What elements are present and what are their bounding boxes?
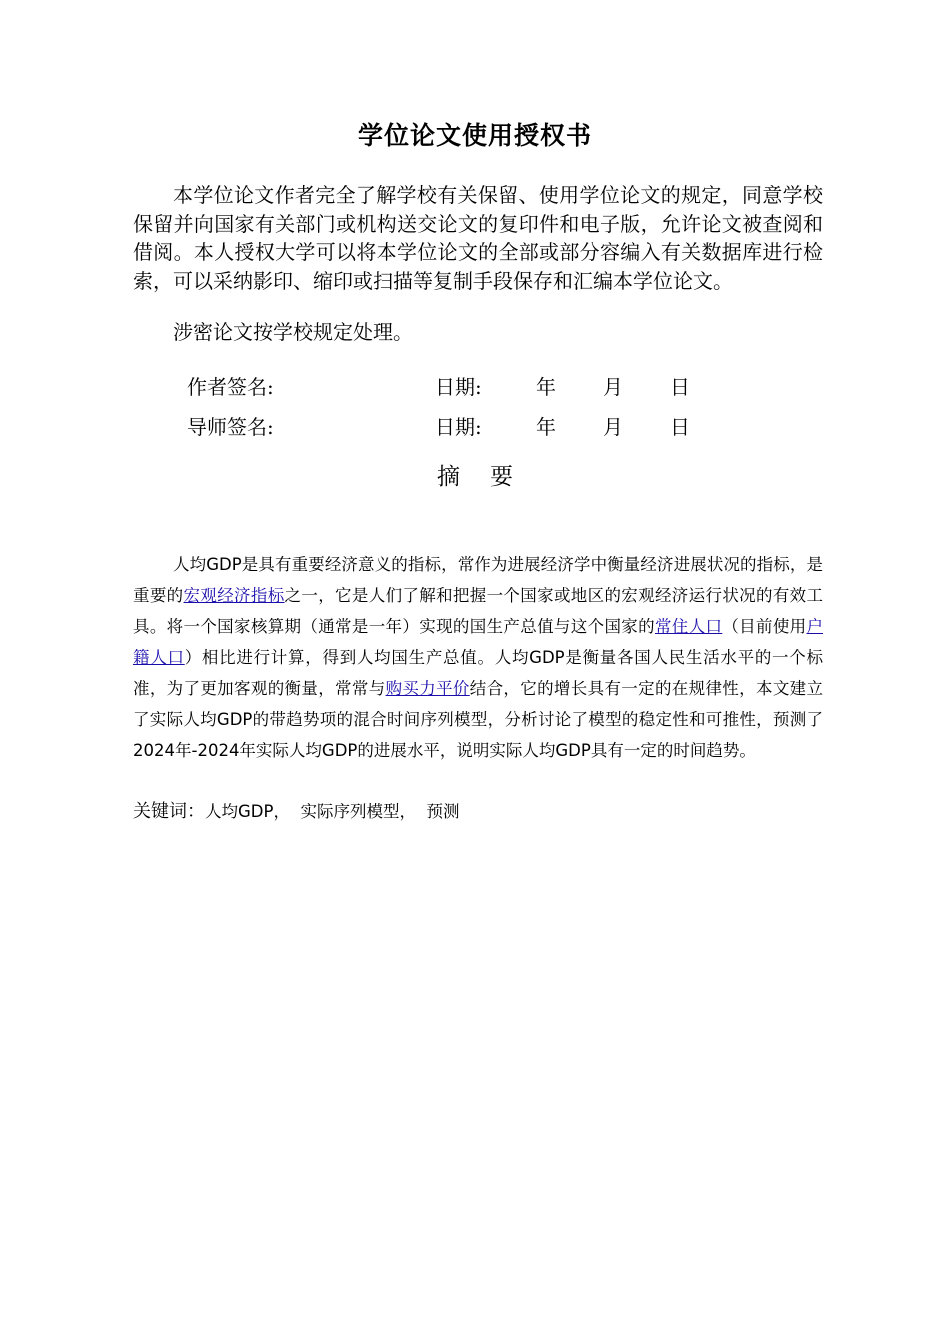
author-date-day: 日	[670, 375, 690, 399]
author-signature-label: 作者签名:	[187, 375, 274, 399]
link-macro-economic-indicator[interactable]: 宏观经济指标	[183, 586, 285, 605]
abstract-text: 之一，它是人们了解和把握一个国家或地区的宏观经济运行状况的有效工具。将一个国家核算期（通常是一年）实现的国生产总值与这个国家的	[133, 586, 824, 636]
abstract-text: （目前使用	[722, 617, 807, 636]
abstract-title	[0, 460, 950, 494]
author-date-month: 月	[603, 375, 623, 399]
keywords-label: 关键词：	[133, 801, 205, 822]
abstract-title-part-2: 要	[490, 464, 513, 490]
authorization-title: 学位论文使用授权书	[357, 121, 592, 150]
keyword-item: 人均GDP，	[205, 802, 290, 821]
advisor-date-year: 年	[536, 415, 556, 439]
abstract-text: ）相比进行计算，得到人均国生产总值。人均GDP是衡量各国人民生活水平的一个标准，为了更加客观的衡量，常常与	[133, 648, 824, 698]
keyword-item: 预测	[426, 802, 460, 821]
keywords-line	[133, 797, 823, 827]
link-purchasing-power-parity[interactable]: 购买力平价	[385, 679, 470, 698]
link-resident-population[interactable]: 常住人口	[654, 617, 723, 636]
advisor-date-label: 日期:	[435, 415, 482, 439]
link-registered-population[interactable]: 户籍人口	[133, 617, 824, 667]
author-date-label: 日期:	[435, 375, 482, 399]
author-date-year: 年	[536, 375, 556, 399]
confidential-note: 涉密论文按学校规定处理。	[173, 320, 413, 344]
advisor-signature-label: 导师签名:	[187, 415, 274, 439]
abstract-title-part-1: 摘	[437, 464, 460, 490]
advisor-date-month: 月	[603, 415, 623, 439]
abstract-paragraph	[133, 549, 823, 766]
author-signature-row	[0, 372, 950, 402]
abstract-text: 结合，它的增长具有一定的在规律性，本文建立了实际人均GDP的带趋势项的混合时间序列模型，分析讨论了模型的稳定性和可推性，预测了2024年-2024年实际人均GDP的进展水平，说明实际人均GDP具有一定的时间趋势。	[133, 679, 824, 760]
abstract-text: 人均GDP是具有重要经济意义的指标，常作为进展经济学中衡量经济进展状况的指标，是重要的	[133, 555, 823, 605]
authorization-paragraph: 本学位论文作者完全了解学校有关保留、使用学位论文的规定，同意学校保留并向国家有关部门或机构送交论文的复印件和电子版，允许论文被查阅和借阅。本人授权大学可以将本学位论文的全部或部分容编入有关数据库进行检索，可以采纳影印、缩印或扫描等复制手段保存和汇编本学位论文。	[133, 183, 823, 293]
advisor-signature-row	[0, 412, 950, 442]
keyword-item: 实际序列模型，	[300, 802, 416, 821]
advisor-date-day: 日	[670, 415, 690, 439]
